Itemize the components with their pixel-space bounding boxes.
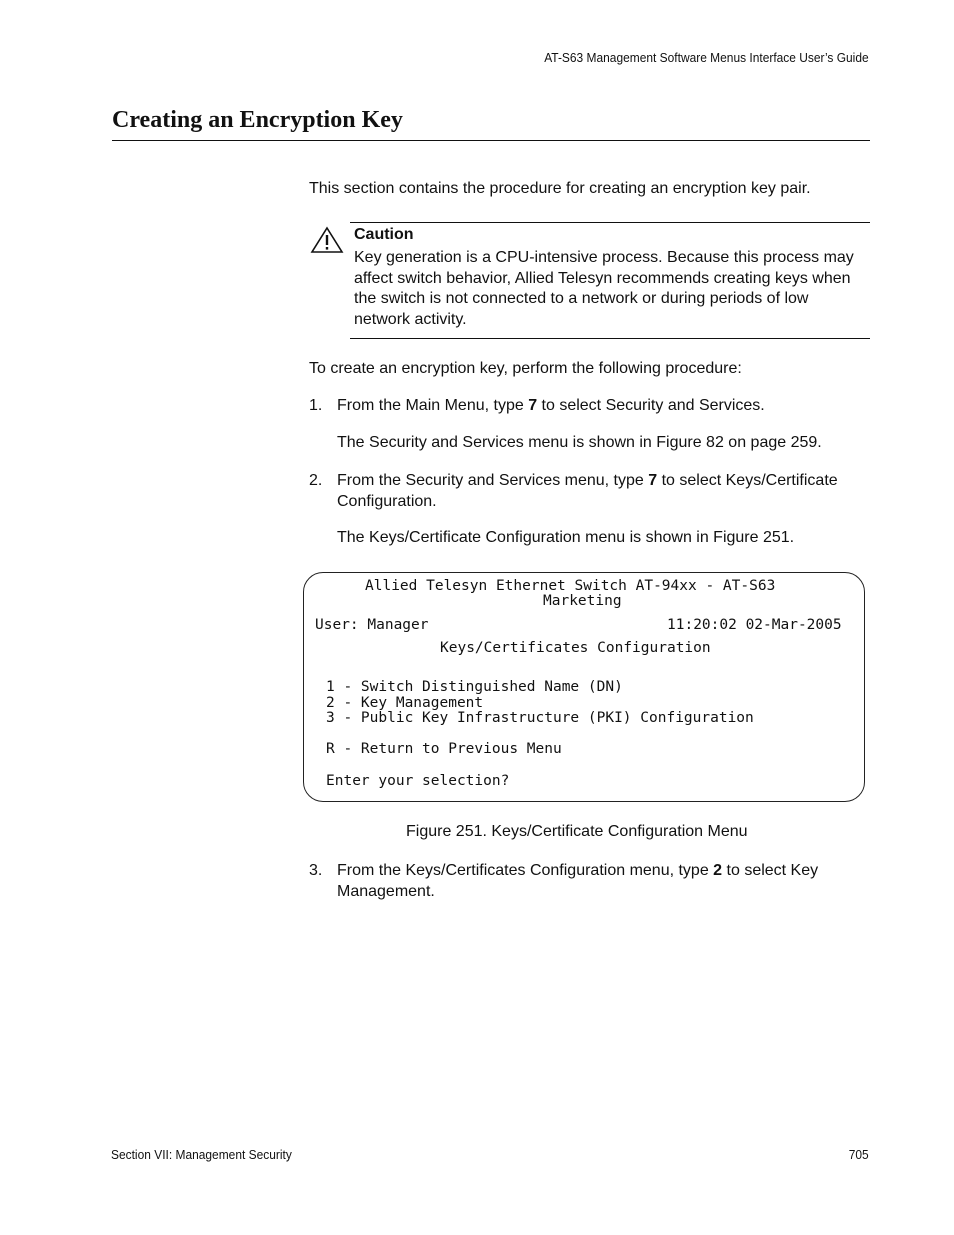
step-1-note: The Security and Services menu is shown in Figure 82 on page 259. xyxy=(337,434,822,451)
intro-paragraph: This section contains the procedure for creating an encryption key pair. xyxy=(309,180,811,197)
terminal-subtitle: Marketing xyxy=(543,593,622,609)
step-number: 1. xyxy=(309,397,323,414)
terminal-menu-option: 3 - Public Key Infrastructure (PKI) Configuration xyxy=(326,710,754,726)
step-number: 3. xyxy=(309,862,323,879)
title-divider xyxy=(112,140,870,141)
caution-body: Key generation is a CPU-intensive process. Because this process may affect switch behavior, Allied Telesyn recommends creating keys when the switch is not connected to a network or during periods of low network activity. xyxy=(354,249,854,328)
running-header: AT-S63 Management Software Menus Interface User’s Guide xyxy=(544,50,869,65)
step-number: 2. xyxy=(309,472,323,489)
step-3-text xyxy=(337,861,862,902)
terminal-prompt: Enter your selection? xyxy=(326,773,510,789)
caution-top-divider xyxy=(350,222,870,223)
terminal-return-option: R - Return to Previous Menu xyxy=(326,741,562,757)
warning-triangle-icon xyxy=(310,226,344,254)
section-title: Creating an Encryption Key xyxy=(112,107,403,133)
figure-caption: Figure 251. Keys/Certificate Configuration Menu xyxy=(406,823,748,840)
terminal-menu-option: 2 - Key Management xyxy=(326,695,484,711)
terminal-user: User: Manager xyxy=(315,617,429,633)
caution-bottom-divider xyxy=(350,338,870,339)
step-text-part: to select Key Management. xyxy=(337,862,819,900)
footer-section: Section VII: Management Security xyxy=(111,1147,292,1162)
terminal-menu-option: 1 - Switch Distinguished Name (DN) xyxy=(326,679,623,695)
step-2-note: The Keys/Certificate Configuration menu is shown in Figure 251. xyxy=(337,529,795,546)
step-text-part: From the Main Menu, type xyxy=(337,397,529,414)
page-number: 705 xyxy=(849,1147,869,1162)
step-text-part: to select Keys/Certificate Configuration. xyxy=(337,472,838,510)
step-2-text xyxy=(337,471,869,512)
step-text-part: to select Security and Services. xyxy=(537,397,765,414)
step-key: 2 xyxy=(713,862,723,879)
terminal-title: Allied Telesyn Ethernet Switch AT-94xx - AT-S63 xyxy=(365,578,776,594)
step-text-part: From the Keys/Certificates Configuration menu, type xyxy=(337,862,714,879)
caution-title: Caution xyxy=(354,226,414,243)
step-key: 7 xyxy=(648,472,658,489)
step-key: 7 xyxy=(528,397,538,414)
terminal-menu-title: Keys/Certificates Configuration xyxy=(440,640,711,656)
step-text-part: From the Security and Services menu, type xyxy=(337,472,649,489)
procedure-intro: To create an encryption key, perform the following procedure: xyxy=(309,360,742,377)
step-1-text xyxy=(337,396,872,417)
terminal-datetime: 11:20:02 02-Mar-2005 xyxy=(667,617,842,633)
